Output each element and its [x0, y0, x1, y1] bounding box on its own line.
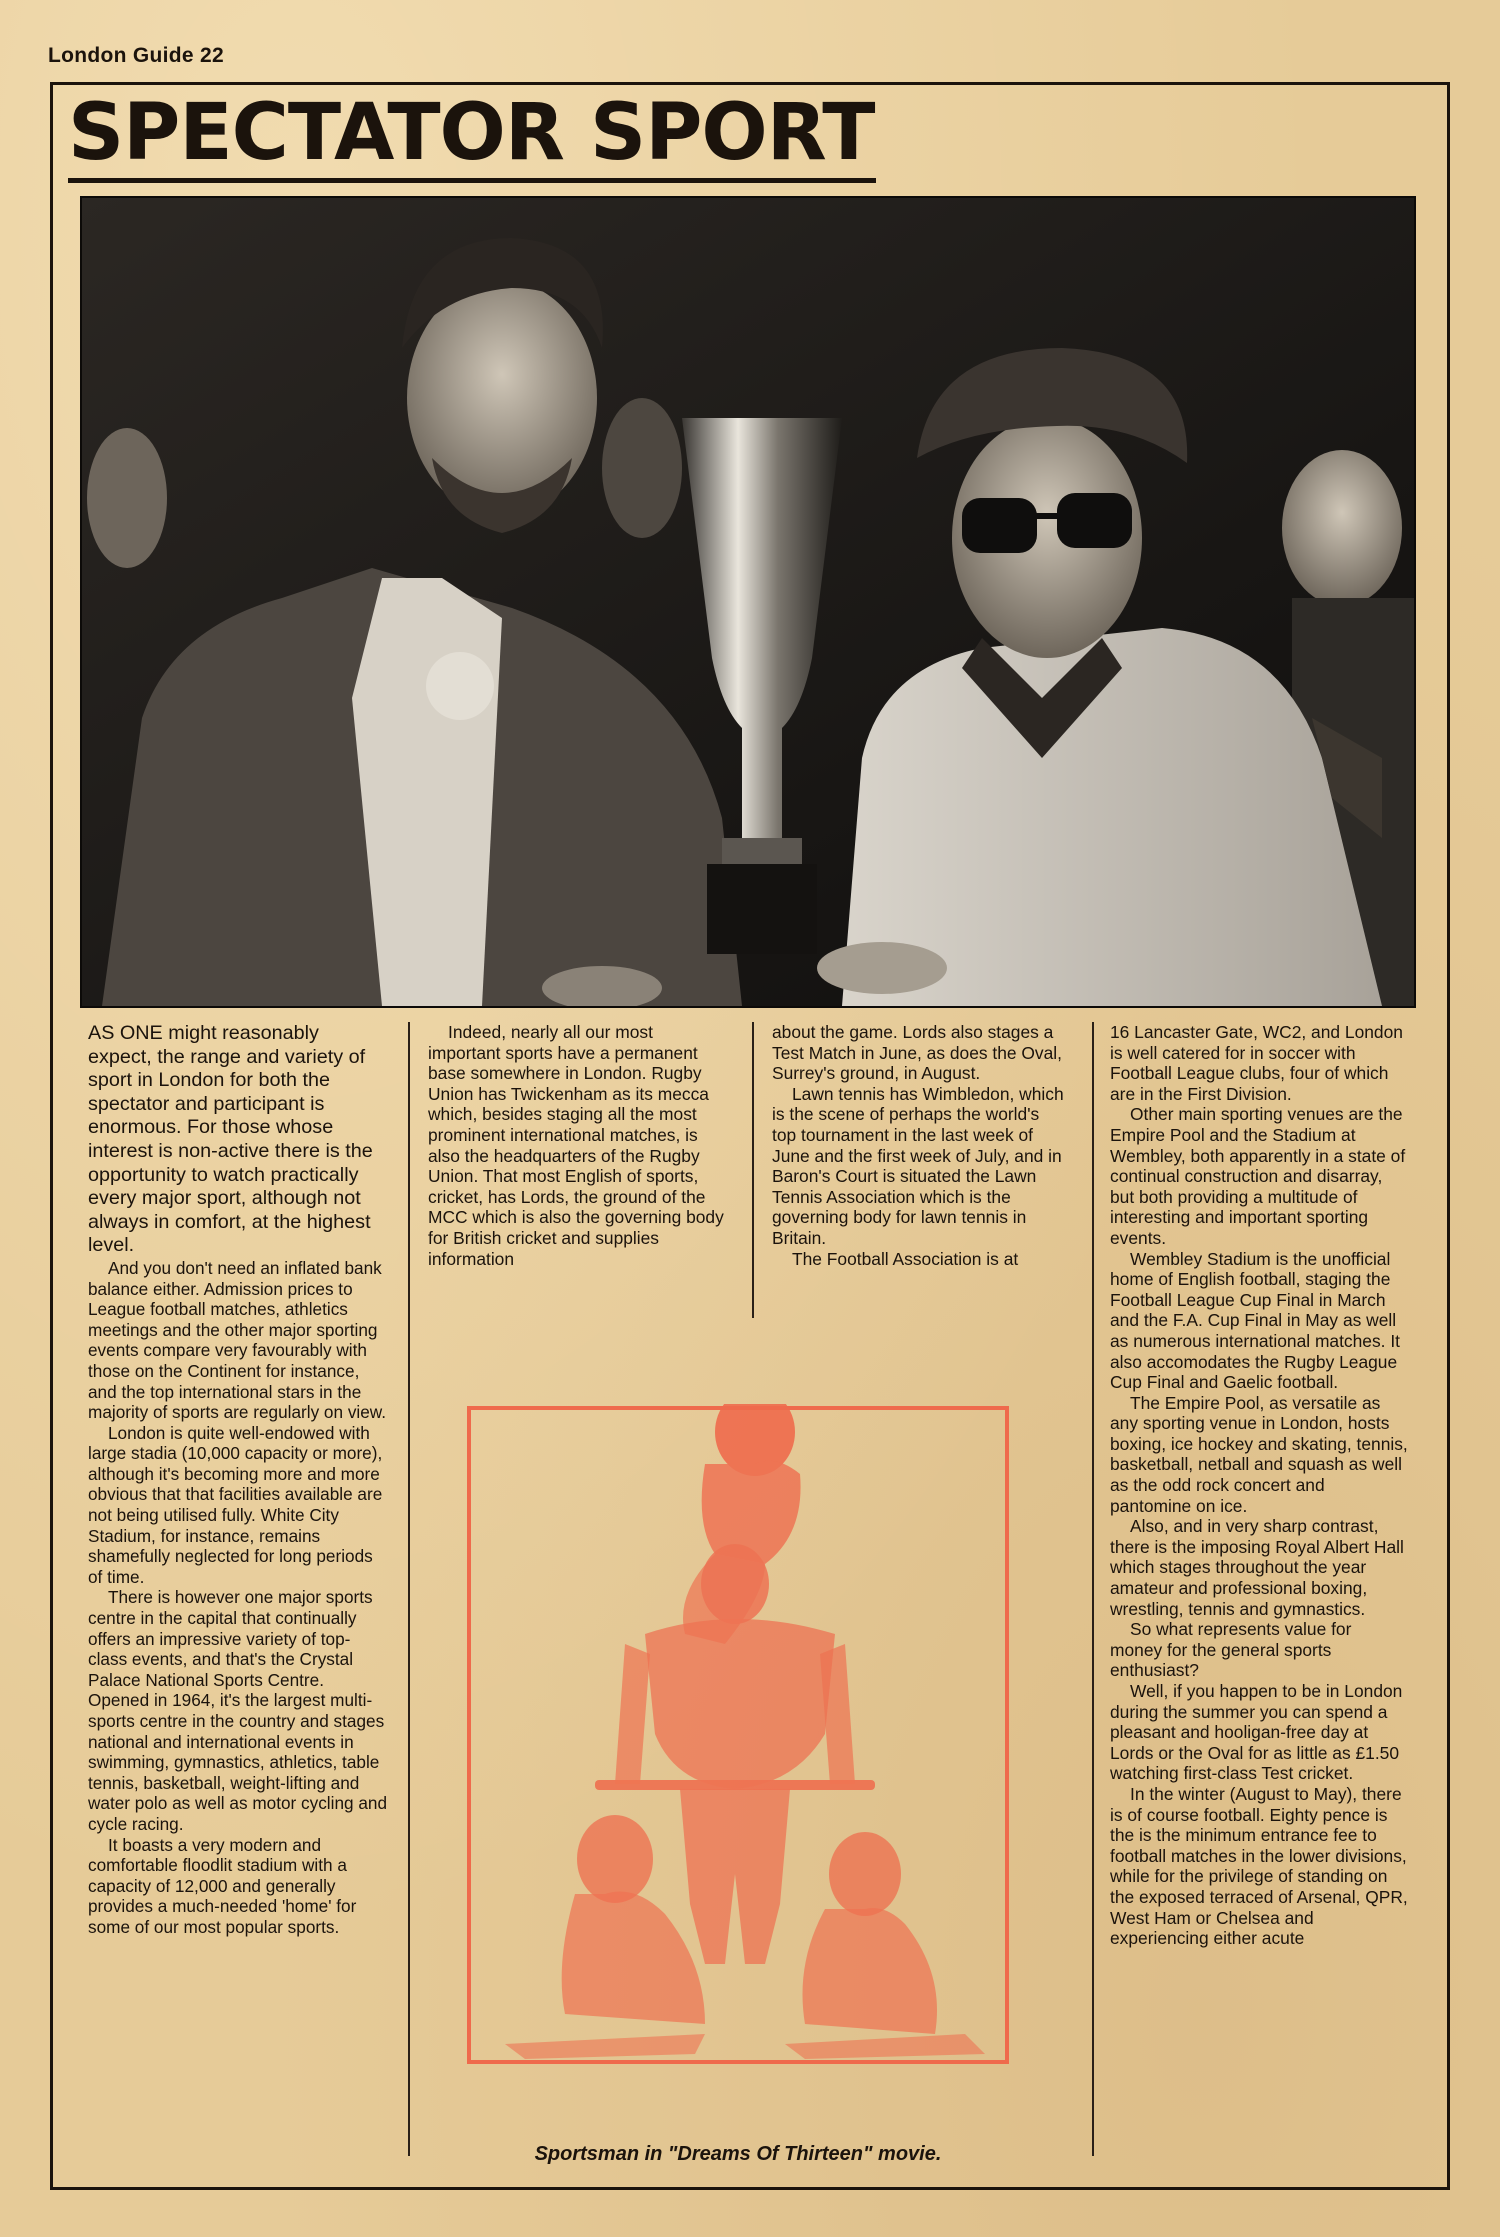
article-paragraph: Indeed, nearly all our most important sports have a permanent base somewhere in London. Rugby Union has Twickenham as its mecca which, besides staging all the most prominent international matches, is also the headquarters of the Rugby Union. That most English of sports, cricket, has Lords, the ground of the MCC which is also the governing body for British cricket and supplies information — [428, 1022, 724, 1269]
background-face-right — [1282, 450, 1402, 606]
article-paragraph: It boasts a very modern and comfortable floodlit stadium with a capacity of 12,000 and generally provides a much-needed 'home' for some of our most popular sports. — [88, 1834, 357, 1937]
article-paragraph: The Football Association is at — [792, 1248, 1019, 1269]
badge — [426, 652, 494, 720]
article-column-3 — [772, 1022, 1068, 1269]
article-paragraph: The Empire Pool, as versatile as any sporting venue in London, hosts boxing, ice hockey and skating, tennis, basketball, netball and squash as well as the odd rock concert and pantomine on ice. — [1110, 1392, 1408, 1516]
article-paragraph: London is quite well-endowed with large stadia (10,000 capacity or more), although it's becoming more and more obvious that that facilities available are not being utilised fully. White City Stadium, for instance, remains shamefully neglected for long periods of time. — [88, 1422, 383, 1587]
strongman-head — [701, 1544, 769, 1624]
strongman-torso — [645, 1619, 835, 1789]
article-paragraph: Also, and in very sharp contrast, there is the imposing Royal Albert Hall which stages throughout the year amateur and professional boxing, wrestling, tennis and gymnastics. — [1110, 1516, 1404, 1619]
running-head: London Guide 22 — [48, 44, 224, 67]
column-rule — [408, 1022, 410, 2156]
man-face-left — [407, 280, 597, 516]
article-paragraph: Lawn tennis has Wimbledon, which is the scene of perhaps the world's top tournament in the last week of June and the first week of July, and in Baron's Court is situated the Lawn Tennis Association which is the governing body for lawn tennis in Britain. — [772, 1083, 1064, 1248]
article-paragraph: 16 Lancaster Gate, WC2, and London is well catered for in soccer with Football League clubs, four of which are in the First Division. — [1110, 1022, 1403, 1104]
trophy-photo-art — [82, 198, 1414, 1006]
article-paragraph: And you don't need an inflated bank balance either. Admission prices to League football matches, athletics meetings and the other major sporting events compare very favourably with those on the Continent for instance, and the top international stars in the majority of sports are regularly on view. — [88, 1257, 387, 1423]
article-paragraph: AS ONE might reasonably expect, the range and variety of sport in London for both the spectator and participant is enormous. For those whose interest is non-active there is the opportunity to watch practically every major sport, although not always in comfort, at the highest level. — [88, 1022, 373, 1257]
column-rule — [1092, 1022, 1094, 2156]
illustration-caption: Sportsman in "Dreams Of Thirteen" movie. — [534, 2143, 942, 2165]
page-title: SPECTATOR SPORT — [68, 88, 876, 183]
article-paragraph: In the winter (August to May), there is of course football. Eighty pence is the is the minimum entrance fee to football matches in the lower divisions, while for the privilege of standing on the exposed terraced of Arsenal, QPR, West Ham or Chelsea and experiencing either acute — [1110, 1783, 1408, 1949]
sunglasses-right — [1057, 493, 1132, 548]
article-paragraph: There is however one major sports centre in the capital that continually offers an impressive variety of top-class events, and that's the Crystal Palace National Sports Centre. Opened in 1964, it's the largest multi-sports centre in the country and stages national and international events in swimming, gymnastics, athletics, table tennis, basketball, weight-lifting and water polo as well as motor cycling and cycle racing. — [88, 1587, 388, 1834]
sunglasses-left — [962, 498, 1037, 553]
illustration-art — [465, 1404, 1011, 2066]
trophy-photo — [80, 196, 1416, 1008]
article-paragraph: Well, if you happen to be in London during the summer you can spend a pleasant and hooligan-free day at Lords or the Oval for as little as £1.50 watching first-class Test cricket. — [1110, 1681, 1403, 1784]
column-rule — [752, 1022, 754, 1318]
movie-illustration — [465, 1404, 1011, 2066]
article-column-2 — [428, 1022, 728, 1269]
article-paragraph: Other main sporting venues are the Empire Pool and the Stadium at Wembley, both apparently in a state of continual construction and disarray, but both providing a multitude of interesting and important sporting events. — [1110, 1104, 1406, 1248]
article-column-4 — [1110, 1022, 1408, 1949]
article-paragraph: So what represents value for money for the general sports enthusiast? — [1110, 1619, 1352, 1681]
bar — [595, 1780, 875, 1790]
bottom-right-figure-head — [829, 1832, 901, 1916]
background-face-left — [87, 428, 167, 568]
bottom-left-figure-head — [577, 1815, 653, 1903]
article-column-1 — [88, 1022, 388, 1938]
article-paragraph: Wembley Stadium is the unofficial home of English football, staging the Football League Cup Final in March and the F.A. Cup Final in May as well as numerous international matches. It also accomodates the Rugby League Cup Final and Gaelic football. — [1110, 1248, 1400, 1393]
article-paragraph: about the game. Lords also stages a Test Match in June, as does the Oval, Surrey's ground, in August. — [772, 1022, 1062, 1084]
